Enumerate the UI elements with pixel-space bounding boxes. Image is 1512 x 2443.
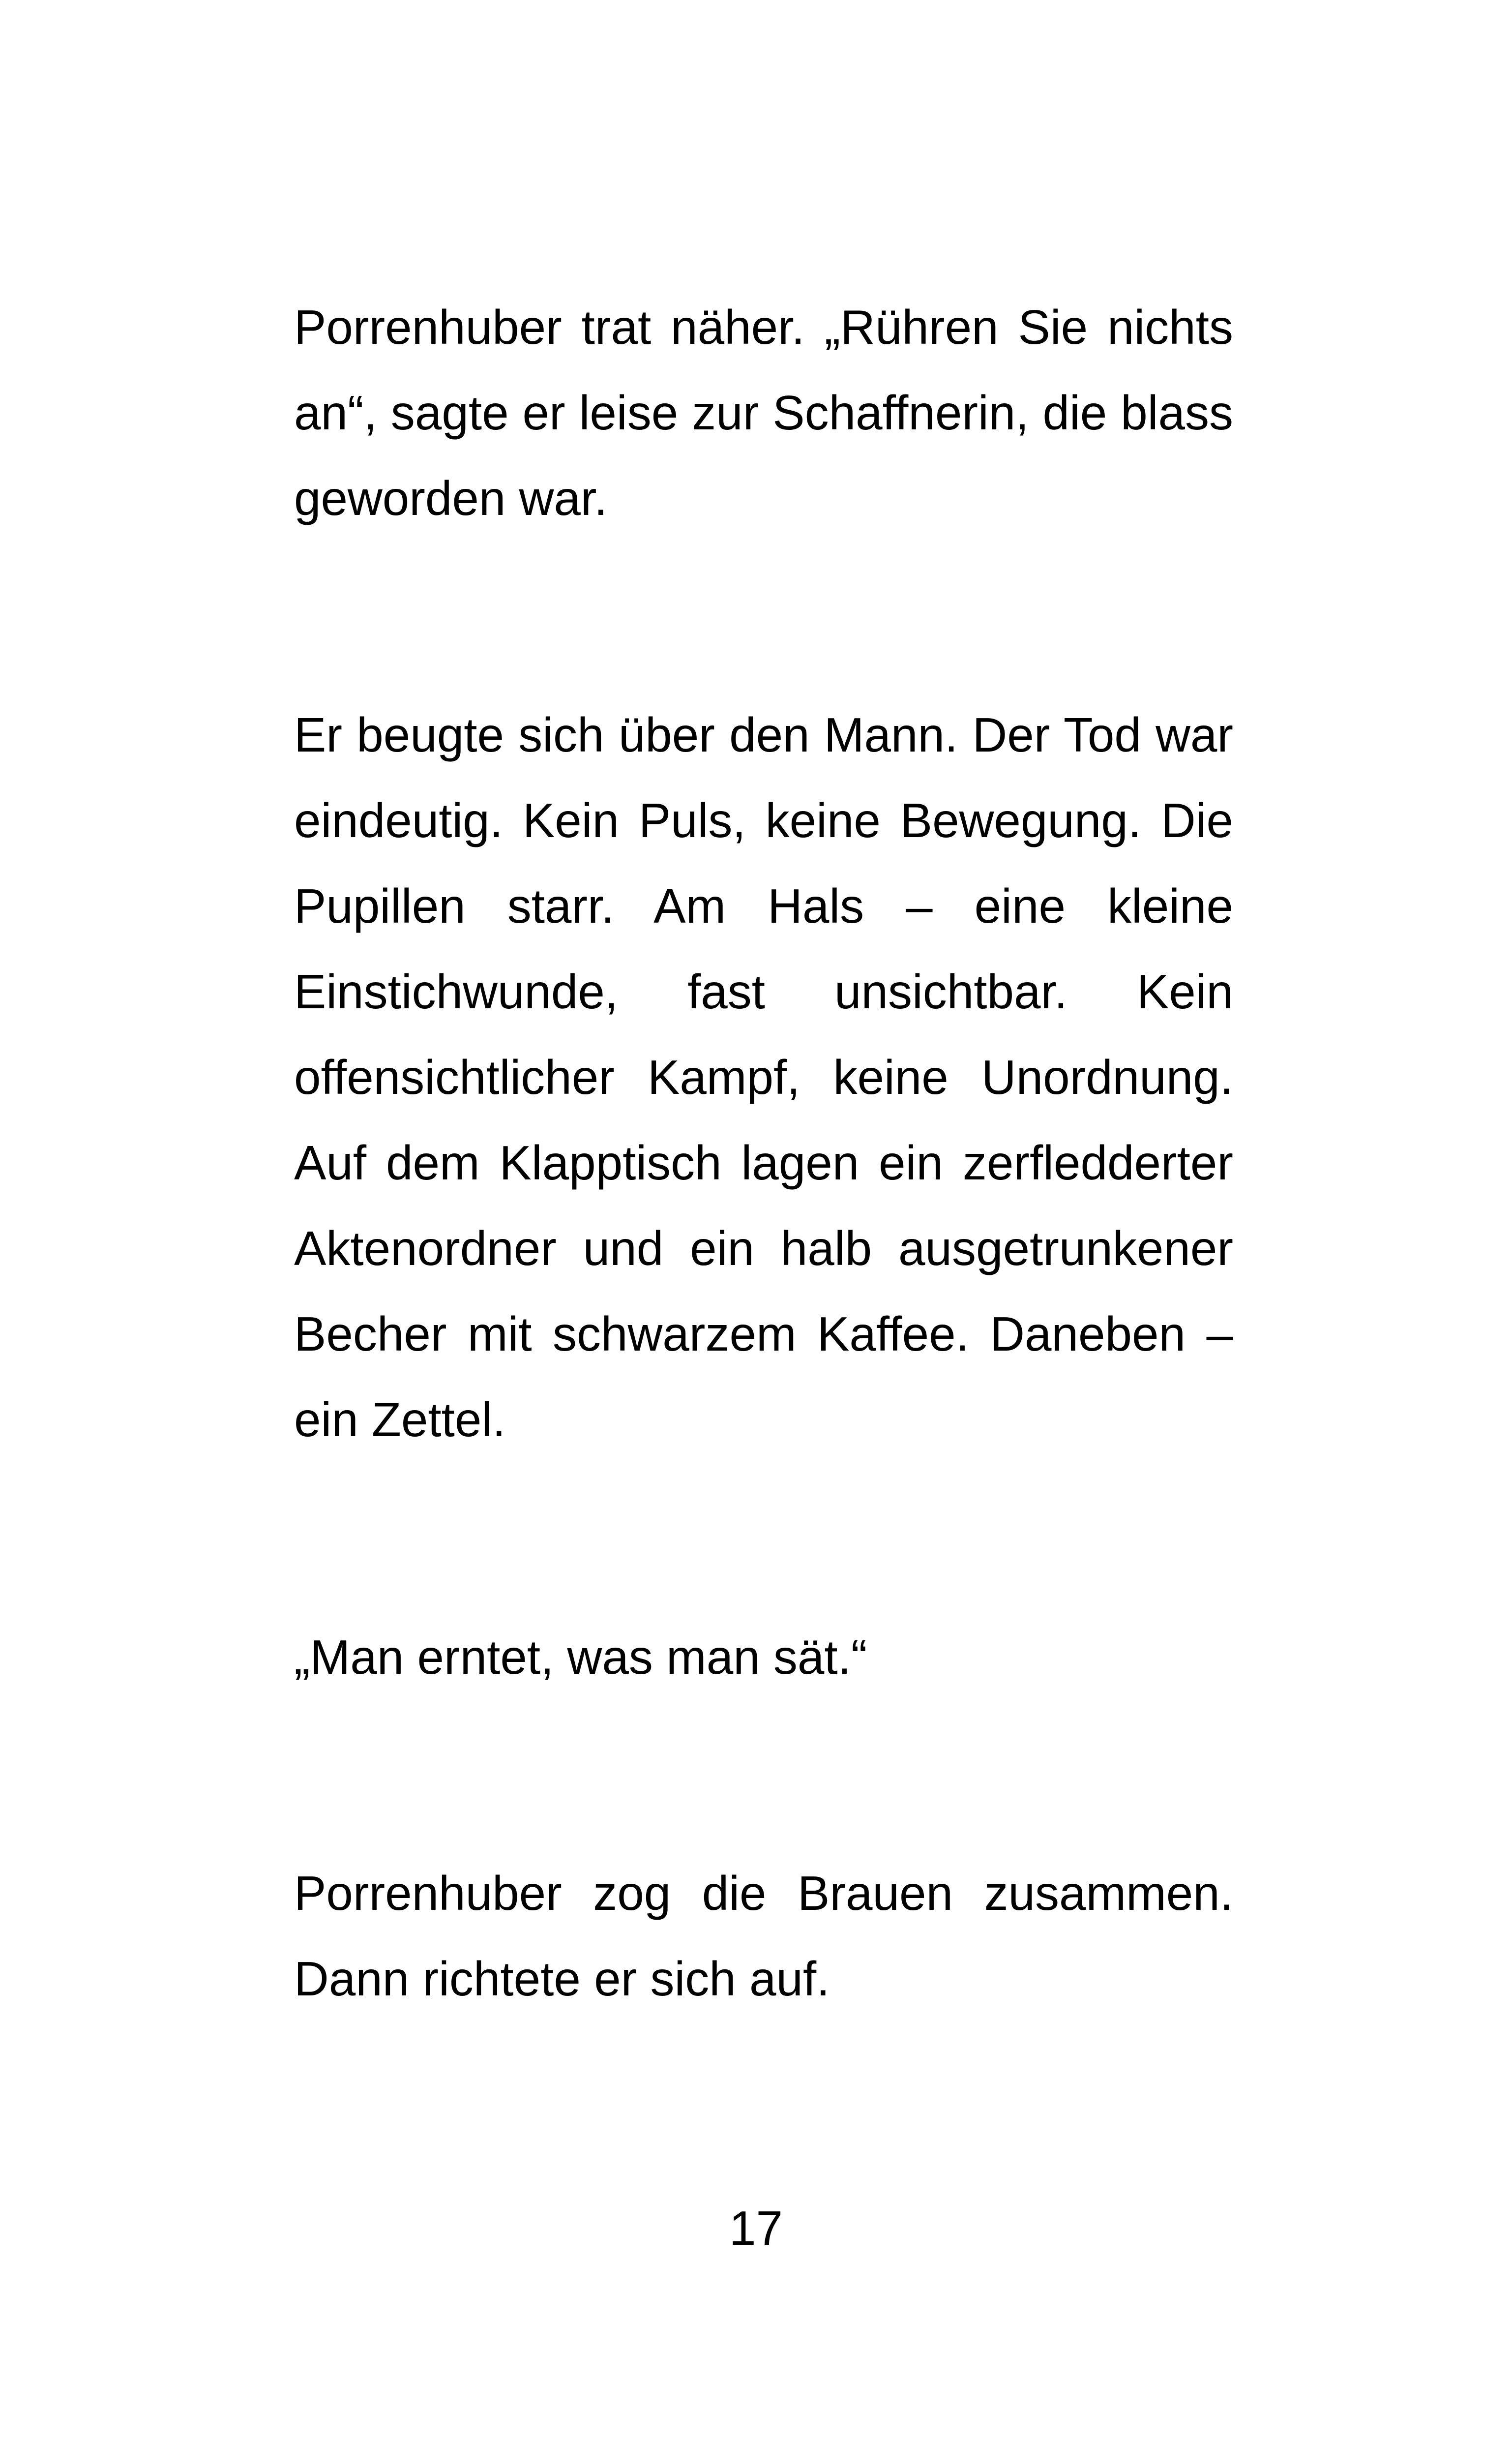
page-number: 17 — [729, 2201, 783, 2255]
paragraph: Porrenhuber zog die Brauen zusammen. Dann richtete er sich auf. — [294, 1866, 1233, 2006]
paragraph-quote: „Man erntet, was man sät.“ — [294, 1630, 867, 1684]
paragraph: Porrenhuber trat näher. „Rühren Sie nichts an“, sagte er leise zur Schaffnerin, die blass geworden war. — [294, 300, 1233, 525]
paragraph: Er beugte sich über den Mann. Der Tod war eindeutig. Kein Puls, keine Bewegung. Die Pupillen starr. Am Hals – eine kleine Einstichwunde, fast unsichtbar. Kein offensichtlicher Kampf, keine Unordnung. Auf dem Klapptisch lagen ein zerfledderter Aktenordner und ein halb ausgetrunkener Becher mit schwarzem Kaffee. Daneben – ein Zettel. — [294, 708, 1233, 1447]
